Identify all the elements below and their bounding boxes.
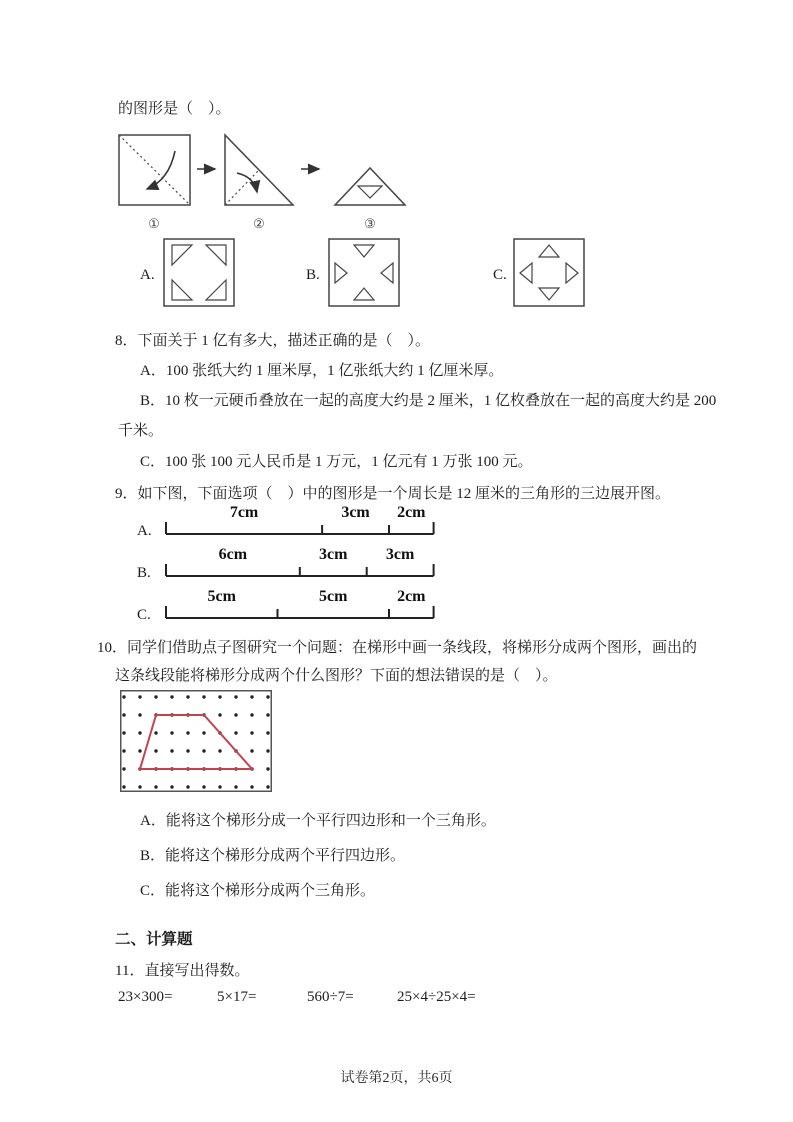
- segment-length-label: 5cm: [319, 588, 348, 605]
- segment-length-label: 3cm: [319, 546, 348, 563]
- trapezoid-outline: [140, 715, 252, 769]
- question9-row-b-label: B.: [137, 565, 151, 581]
- question10-option-b: B．能将这个梯形分成两个平行四边形。: [140, 848, 406, 864]
- question11-expression-3: 560÷7=: [307, 989, 354, 1005]
- question11-stem: 11．直接写出得数。: [115, 963, 250, 979]
- question9-stem: 9．如下图，下面选项（ ）中的图形是一个周长是 12 厘米的三角形的三边展开图。: [115, 486, 671, 502]
- question9-row-b-segments: [158, 543, 448, 585]
- segment-length-label: 6cm: [218, 546, 248, 563]
- segment-length-label: 2cm: [397, 504, 426, 521]
- step-label-3: ③: [364, 216, 376, 231]
- question9-row-c-segments: [158, 585, 448, 627]
- question11-expression-2: 5×17=: [217, 989, 257, 1005]
- segment-length-label: 3cm: [341, 504, 370, 521]
- section2-title: 二、计算题: [115, 931, 193, 948]
- question8-option-a: A．100 张纸大约 1 厘米厚，1 亿张纸大约 1 亿厘米厚。: [140, 363, 504, 379]
- paper-folding-figure: [113, 128, 413, 232]
- question9-row-a-label: A.: [137, 523, 152, 539]
- question8-option-b-continued: 千米。: [118, 423, 164, 439]
- segment-length-label: 7cm: [229, 504, 259, 521]
- fold-arrow-1: [147, 151, 175, 189]
- fold-step1-square: [119, 135, 190, 205]
- question11-expression-1: 23×300=: [118, 989, 173, 1005]
- question7-continuation-text: 的图形是（ ）。: [118, 101, 231, 117]
- fold-step3-result: [335, 168, 405, 205]
- page-footer: 试卷第2页，共6页: [340, 1071, 453, 1086]
- question9-row-a-segments: [158, 501, 448, 543]
- question11-expression-4: 25×4÷25×4=: [397, 989, 476, 1005]
- step-label-2: ②: [253, 216, 265, 231]
- question10-option-a: A．能将这个梯形分成一个平行四边形和一个三角形。: [140, 813, 496, 829]
- question10-dot-grid-trapezoid: [120, 690, 272, 792]
- segment-length-label: 2cm: [397, 588, 426, 605]
- fold-option-a-label: A.: [140, 267, 155, 283]
- segment-length-label: 5cm: [207, 588, 236, 605]
- fold-option-c-square: [513, 238, 585, 307]
- fold-option-b-label: B.: [306, 267, 320, 283]
- question9-row-c-label: C.: [137, 607, 151, 623]
- segment-length-label: 3cm: [385, 546, 415, 563]
- fold-step2-triangle: [225, 135, 293, 205]
- fold-option-b-square: [328, 238, 400, 307]
- fold-option-c-label: C.: [493, 267, 507, 283]
- question8-stem: 8．下面关于 1 亿有多大，描述正确的是（ ）。: [115, 333, 431, 349]
- fold-option-a-square: [163, 238, 235, 307]
- question10-option-c: C．能将这个梯形分成两个三角形。: [140, 883, 376, 899]
- step-label-1: ①: [148, 216, 160, 231]
- question10-stem-line1: 10．同学们借助点子图研究一个问题：在梯形中画一条线段，将梯形分成两个图形，画出的: [97, 640, 698, 656]
- question8-option-b: B．10 枚一元硬币叠放在一起的高度大约是 2 厘米，1 亿枚叠放在一起的高度大约是 200: [140, 393, 717, 409]
- question8-option-c: C．100 张 100 元人民币是 1 万元，1 亿元有 1 万张 100 元。: [140, 454, 533, 470]
- question10-stem-line2: 这条线段能将梯形分成两个什么图形？下面的想法错误的是（ ）。: [115, 668, 558, 684]
